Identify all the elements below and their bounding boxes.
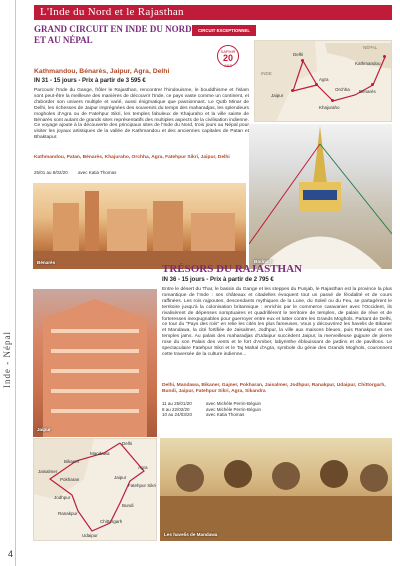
date-row <box>162 412 392 418</box>
region-shape <box>255 41 317 122</box>
ghat-building <box>191 213 235 253</box>
map-label-pokharan: Pokharan <box>60 477 80 482</box>
date-guide: avec Katia Thomas <box>78 170 117 175</box>
map-label-jodhpur: Jodhpur <box>54 495 71 500</box>
tour1-cities: Kathmandou, Bénarès, Jaipur, Agra, Delhi <box>34 68 170 75</box>
map-label-kathmandou: Kathmandou <box>355 61 381 66</box>
tour2-dates <box>162 401 392 418</box>
date-value: 8 au 22/02/20 <box>162 406 190 412</box>
city-marker <box>331 99 334 102</box>
painted-figure <box>224 460 252 488</box>
havelis-illustration <box>160 438 392 541</box>
stamp-top: SAPHIR <box>220 49 236 54</box>
photo-bodnath <box>249 124 392 269</box>
ghat-building <box>53 203 79 253</box>
painted-figure <box>320 460 348 488</box>
photo-benares <box>33 183 246 269</box>
stupa-spire <box>313 126 327 184</box>
stamp-bottom: ANS <box>223 63 233 68</box>
side-divider <box>15 0 16 566</box>
painted-figure <box>360 464 388 492</box>
photo-jaipur <box>33 289 157 437</box>
map-label-udaipur: Udaipur <box>82 533 98 538</box>
buddha-eyes-band <box>303 190 337 200</box>
temple-tower <box>85 191 99 253</box>
painted-figure <box>176 464 204 492</box>
city-marker <box>371 83 374 86</box>
tour2-description: Entre le désert du Thar, le bassin du Gange et les steppes du Punjab, le Rajasthan est la province la plus romantique de l'Inde : ses châteaux et citadelles évoquent tout un passé de féodalité et de cours raffinées. Les rois rajpoutes, descendants mythiques de la Lune, du Soleil ou du Feu, se partagèrent le territoire jusqu'à la colonisation britannique : enrichis par le commerce caravanier avec l'Occident, ils rivalisèrent de dépenses somptuaires et quadrillèrent le territoire de temples, de palais de rêve et de forteresses inexpugnables pour guerroyer entre eux et lutter contre les Grands Moghols. Partant de Delhi, ce tour du "Pays des rois" en relie les cités les plus fameuses. Vous y découvrirez les havelis de Bikaner et Mandawa, la cité fortifiée de Jaisalmer, Jodhpur, la ville aux maisons bleues, puis Ranakpur et ses temples jaïns. Au palais des maharadjas d'Udaipur succèdent Jaipur, la merveilleuse gujpure de pierre rose du son Palais des vents et le fort d'Amber, labyrinthe éblouissant de jardins et de pavillons. Le spectaculaire Fatehpur Sikri et le Taj Mahal d'Agra, symbole du génie des Grands Moghols, couronnent cette traversée de la culture indienne... <box>162 287 392 357</box>
date-guide: avec Michèle Perrin-Béguin <box>206 401 262 406</box>
hawa-mahal-facade <box>43 299 147 437</box>
map-label-agra: Agra <box>319 77 329 82</box>
map-label-delhi: Delhi <box>293 52 304 57</box>
benares-illustration <box>33 183 246 269</box>
side-section-label: Inde - Népal <box>2 331 12 389</box>
tour1-map <box>254 40 392 122</box>
facade-detail <box>51 329 139 333</box>
map-label-delhi: Delhi <box>122 441 133 446</box>
city-marker <box>383 55 386 58</box>
jaipur-illustration <box>33 289 157 437</box>
ghat-building <box>153 201 183 253</box>
map-label-agra: Agra <box>138 465 148 470</box>
tour1-description: Parcourir l'Inde du Gange, frôler le Rajasthan, rencontrer l'hindouisme, le bouddhisme et l'islam sont peut-être la meilleure des manières de découvrir l'Inde, ce pays vaste comme un continent, et d'aborder son univers multiple et varié, aussi énigmatique que passionnant. Le Qutb Minar de Delhi, les richesses de Jaipur imprégnées des souvenirs du temps des maharadjas, les splendeurs mogholes d'Agra ou de Fatehpur Sikri, les temples fabuleux de Khajuraho et la ville sainte de Bénarès sont autant de grands sites représentatifs des multiples aspects de la civilisation indienne. Ce voyage ajoute à la découverte des principaux sites de l'Inde du Nord, trois jours au Népal pour visiter les joyaux artistiques de la vallée de Kathmandou et des anciennes capitales de Patan et Bhaktapur. <box>34 88 249 141</box>
caption-benares: Bénarès <box>37 260 56 265</box>
date-row <box>34 170 249 176</box>
map-label-mandawa: Mandawa <box>90 451 110 456</box>
photo-havelis <box>160 438 392 541</box>
date-guide: avec Katia Thomas <box>206 412 245 418</box>
city-marker <box>291 89 294 92</box>
map-label-inde: INDE <box>261 71 272 76</box>
map-label-jaipur: Jaipur <box>271 93 284 98</box>
tour1-route: Kathmandou, Patan, Bénarès, Khajuraho, Orchha, Agra, Fatehpur Sikri, Jaipur, Delhi <box>34 155 230 160</box>
bodnath-illustration <box>249 124 392 269</box>
stamp-number: 20 <box>222 53 233 63</box>
tour2-map <box>33 438 157 541</box>
tour1-dates <box>34 170 249 176</box>
map-label-jaipur: Jaipur <box>114 475 127 480</box>
tour2-price: IN 36 - 15 jours - Prix à partir de 2 795 € <box>162 277 274 283</box>
facade-detail <box>51 369 139 373</box>
map-label-bikaner: Bikaner <box>64 459 80 464</box>
map-label-khajuraho: Khajuraho <box>319 105 340 110</box>
date-value: 25/01 au 8/02/20 <box>34 170 68 175</box>
map-label-nepal: NÉPAL <box>363 45 378 50</box>
tour2-title: TRÉSORS DU RAJASTHAN <box>162 263 302 275</box>
tour1-price: IN 31 - 15 jours - Prix à partir de 3 595 € <box>34 78 146 84</box>
painted-figure <box>272 462 300 490</box>
facade-detail <box>51 409 139 413</box>
city-marker <box>315 83 318 86</box>
facade-detail <box>51 349 139 353</box>
map-label-bundi: Bundi <box>122 503 134 508</box>
caption-jaipur: Jaipur <box>37 427 51 432</box>
date-value: 11 au 25/01/20 <box>162 401 192 406</box>
caption-bodnath: Bodnath <box>254 259 273 264</box>
anniversary-stamp <box>217 45 239 67</box>
exceptional-badge: CIRCUIT EXCEPTIONNEL <box>192 25 256 36</box>
date-value: 10 au 24/03/20 <box>162 412 193 418</box>
tour2-route: Delhi, Mandawa, Bikaner, Gajner, Pokharan, Jaisalmer, Jodhpur, Ranakpur, Udaipur, Chittorgarh, Bundi, Jaipur, Fatehpur Sikri, Agra, Sikandra <box>162 383 386 394</box>
ghat-building <box>107 209 147 253</box>
date-guide: avec Michèle Perrin-Béguin <box>206 406 262 412</box>
map-label-benares: Bénarès <box>359 89 376 94</box>
map-label-orchha: Orchha <box>335 87 350 92</box>
page-number: 4 <box>8 549 14 559</box>
map-label-chittorgarh: Chittorgarh <box>100 519 123 524</box>
city-marker <box>301 59 304 62</box>
facade-detail <box>51 389 139 393</box>
tour1-title <box>34 24 204 46</box>
caption-havelis: Les havelis de Mandawa <box>164 532 218 537</box>
tour1-title-line2: ET AU NÉPAL <box>34 35 93 45</box>
map-label-fatehpur-sikri: Fatehpur Sikri <box>128 483 157 488</box>
map-label-ranakpur: Ranakpur <box>58 511 78 516</box>
tour1-title-line1: GRAND CIRCUIT EN INDE DU NORD <box>34 24 192 34</box>
map-label-jaisalmer: Jaisalmer <box>38 469 58 474</box>
page-header: L'Inde du Nord et le Rajasthan <box>34 5 392 20</box>
